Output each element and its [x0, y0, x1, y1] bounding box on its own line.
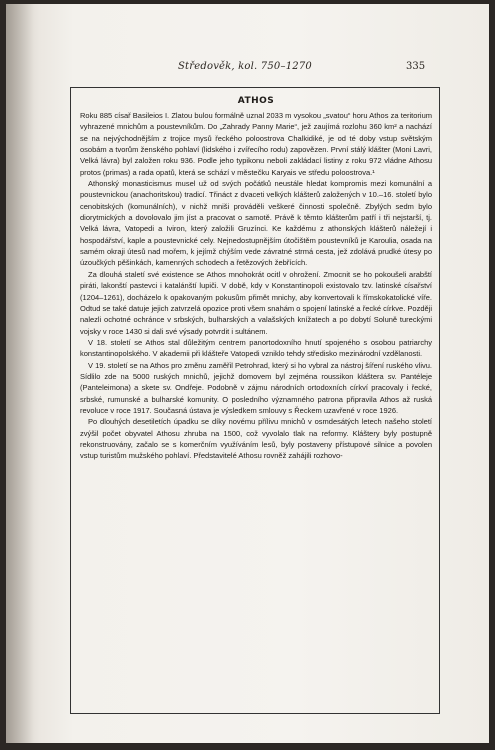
book-page	[6, 4, 489, 743]
paragraph-2: Athonský monasticismus musel už od svých počátků neustále hledat kompromis mezi komunální a poustevnickou (anachoritskou) tradicí. Třináct z dvaceti velkých klášterů založených v 10.–16. století bylo cenobitských (komunálních), v nichž mniši prováděli veškeré činnosti společně. Zbylých sedm bylo diorytmických a dovolovalo jim jíst a pracovat o samotě. Právě k těmto klášterům patří i tři nejstarší, tj. Velká lávra, Vatopedi a Iviron, který založili Gruzínci. Ke každému z athonských klášterů náležejí i hospodářství, kaple a poustevnické cely. Nejnedostupnějším útočištěm poustevníků je Karoulia, osada na samém okraji útesů nad mořem, k jejímž chýším vede závratné strmá cesta, jež zdolává prudké útesy po úzoučkých pěšinkách, kamenných schodech a řetězových žebřících.	[80, 179, 432, 268]
paragraph-4: V 18. století se Athos stal důležitým centrem panortodoxního hnutí spojeného s osobou patriarchy konstantinopolského. V akademii při klášteře Vatopedi vzniklo tehdy středisko mezinárodní vzdělanosti.	[80, 337, 432, 359]
paragraph-5: V 19. století se na Athos pro změnu zaměřil Petrohrad, který si ho vybral za nástroj šíření ruského vlivu. Sídlilo zde na 5000 ruských mnichů, jejichž domovem byl zejména roussikon kláštera sv. Pantéleje (Panteleimona) a skete sv. Ondřeje. Podobně v zájmu národních ortodoxních církví pracovaly i řecké, srbské, rumunské a bulharské komunity. O posledního významného patrona připravila Athos až ruská revoluce v roce 1917. Současná ústava je výsledkem smlouvy s Řeckem uzavřené v roce 1926.	[80, 360, 432, 415]
box-title: ATHOS	[237, 96, 275, 106]
paragraph-3: Za dlouhá staletí své existence se Athos mnohokrát ocitl v ohrožení. Zmocnit se ho pokoušeli arabští piráti, lakonští pastevci i katalánští lupiči. V době, kdy v Konstantinopoli existovalo tzv. latinské císařství (1204–1261), docházelo k opakovaným pokusům přimět mnichy, aby konvertovali k římskokatolické víře. Odtud se také datuje jejich zatvrzelá opozice proti všem snahám o spojení latinské a řecké církve. Později nalezli ochotné ochránce v srbských, bulharských a valašských knížatech a po dobytí Soluně tureckými vojsky v roce 1430 si dali své výsady potvrdit i sultánem.	[80, 269, 432, 336]
paragraph-1: Roku 885 císař Basileios I. Zlatou bulou formálně uznal 2033 m vysokou „svatou“ horu Athos za teritorium vyhrazené mnichům a poustevníkům. Do „Zahrady Panny Marie“, jež zaujímá rozlohu 360 km² a nachází se na nejvýchodnějším z trojice mysů řeckého poloostrova Chalkidiké, je od té doby vstup světským osobám a tvorům ženského pohlaví (lidského i zvířecího rodu) zapovězen. První stálý klášter (Moni Lavri, Velká lávra) byl založen roku 936. Podle jeho typikonu neboli zakládací listiny z roku 972 vládne Athosu protos (primas) a rada opatů, která se schází v městečku Karyais ve středu poloostrova.¹	[80, 111, 432, 177]
page-gutter-shadow	[6, 4, 34, 743]
paragraph-6: Po dlouhých desetiletích úpadku se díky novému přílivu mnichů v osmdesátých letech našeho století zvýšil počet obyvatel Athosu zhruba na 1500, což vyvolalo tlak na reformy. Kláštery byly postupně rekonstruovány, začalo se s komerčním využíváním lesů, byly postaveny přístupové silnice a povolen vstup turistům mužského pohlaví. Představitelé Athosu rovněž zahájili rozhovo-	[80, 417, 432, 461]
athos-text-box	[70, 87, 440, 714]
running-head: Středověk, kol. 750–1270	[178, 61, 312, 72]
page-number: 335	[406, 61, 426, 72]
